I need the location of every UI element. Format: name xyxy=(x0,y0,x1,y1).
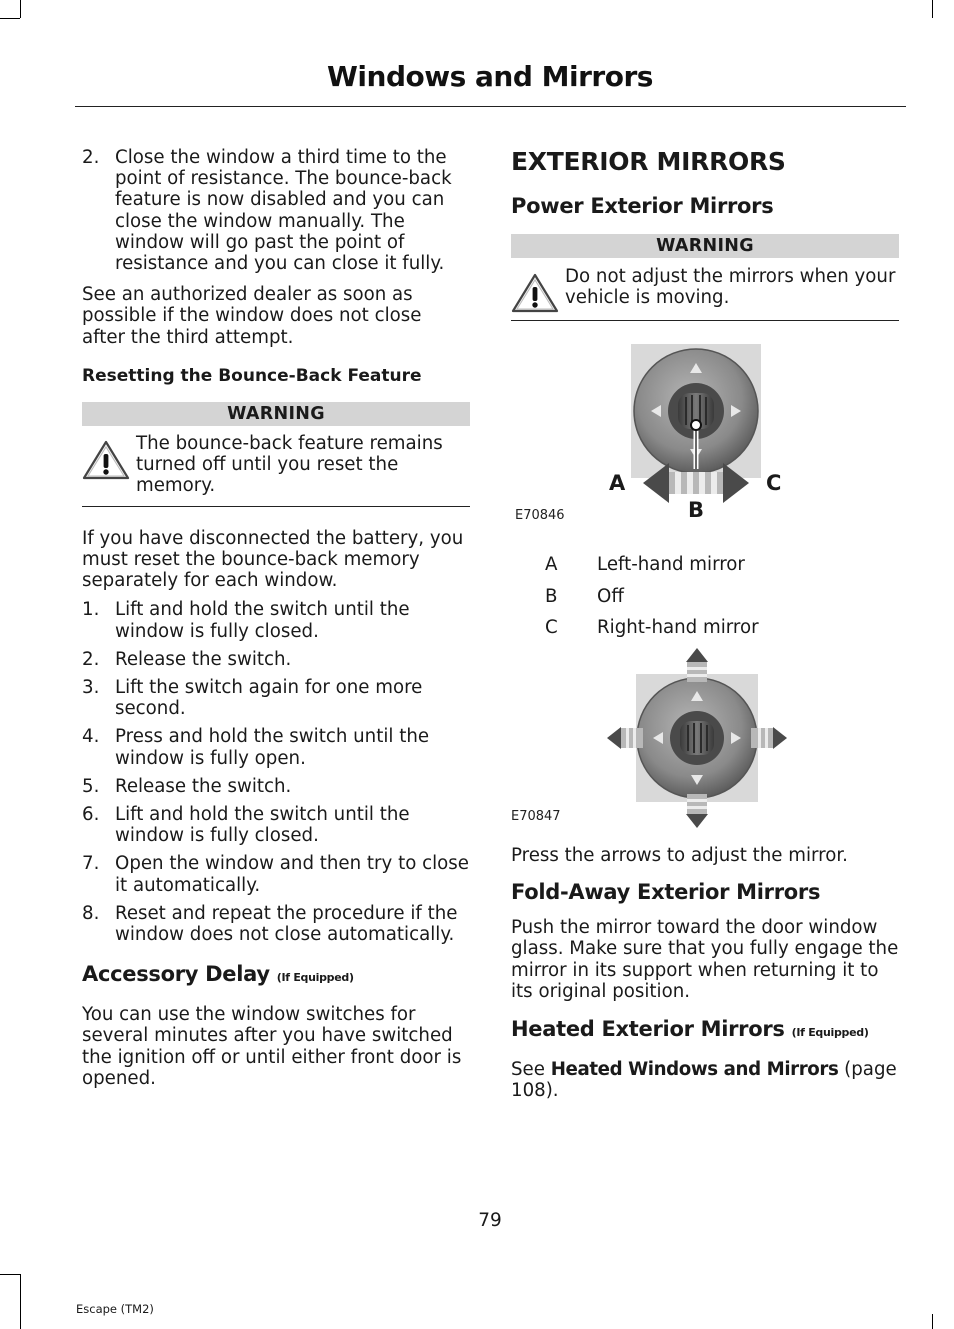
list-item-number: 7. xyxy=(82,853,100,875)
crop-mark xyxy=(20,1274,21,1329)
crop-mark xyxy=(20,0,21,18)
power-mirrors-heading: Power Exterior Mirrors xyxy=(511,194,774,218)
warning-body xyxy=(82,433,470,497)
reference-suffix: (page 108). xyxy=(511,1059,897,1102)
list-item-number: 2. xyxy=(82,147,100,168)
list-item xyxy=(82,599,470,641)
warning-box xyxy=(511,234,899,321)
mirror-selector-figure xyxy=(511,341,899,553)
step-list-continued xyxy=(82,147,470,274)
list-item-text: Lift and hold the switch until the window is fully closed. xyxy=(115,599,410,642)
list-item xyxy=(82,147,470,274)
reset-heading: Resetting the Bounce-Back Feature xyxy=(82,365,422,386)
heated-mirrors-title: Heated Exterior Mirrors xyxy=(511,1017,785,1042)
figure-legend xyxy=(511,554,899,638)
warning-text: The bounce-back feature remains turned off until you reset the memory. xyxy=(136,432,443,497)
list-item-text: Close the window a third time to the point of resistance. The bounce-back feature is now disabled and you can close the window manually. The window will go past the point of resistance and you can close it fully. xyxy=(115,147,452,275)
if-equipped-tag: (If Equipped) xyxy=(276,971,354,985)
crop-mark xyxy=(0,1274,20,1275)
mirror-adjust-figure xyxy=(511,646,899,834)
title-divider xyxy=(75,106,906,107)
warning-triangle-icon xyxy=(82,439,130,481)
page-number: 79 xyxy=(478,1210,502,1231)
accessory-delay-text: You can use the window switches for several minutes after you have switched the ignition off or until either front door is opened. xyxy=(82,1004,462,1089)
legend-key: A xyxy=(545,554,558,576)
accessory-delay-heading xyxy=(82,961,470,991)
list-item-number: 8. xyxy=(82,902,100,924)
list-item-text: Reset and repeat the procedure if the window does not close automatically. xyxy=(115,902,458,946)
callout-label-a: A xyxy=(609,471,626,496)
list-item-number: 6. xyxy=(82,804,100,826)
reset-intro: If you have disconnected the battery, you must reset the bounce-back memory separately for each window. xyxy=(82,527,464,592)
reference-prefix: See xyxy=(511,1059,551,1081)
dealer-note: See an authorized dealer as soon as possible if the window does not close after the third attempt. xyxy=(82,284,422,348)
list-item-number: 4. xyxy=(82,726,100,748)
legend-row xyxy=(511,554,899,575)
list-item-number: 1. xyxy=(82,599,100,621)
adjust-instruction: Press the arrows to adjust the mirror. xyxy=(511,845,848,867)
reset-steps xyxy=(82,599,470,945)
legend-key: B xyxy=(545,585,558,607)
list-item-text: Release the switch. xyxy=(115,648,292,670)
warning-divider xyxy=(511,320,899,321)
warning-divider xyxy=(82,506,470,507)
list-item xyxy=(82,677,470,719)
cross-reference-link: Heated Windows and Mirrors xyxy=(550,1059,839,1081)
legend-value: Left-hand mirror xyxy=(597,554,745,576)
list-item-number: 3. xyxy=(82,677,100,699)
warning-text: Do not adjust the mirrors when your vehicle is moving. xyxy=(565,266,896,309)
list-item-text: Lift and hold the switch until the window is fully closed. xyxy=(115,804,410,847)
figure-id: E70846 xyxy=(515,508,565,524)
legend-row xyxy=(511,586,899,607)
warning-label: WARNING xyxy=(511,234,899,258)
list-item xyxy=(82,903,470,945)
figure-id: E70847 xyxy=(511,809,561,825)
list-item xyxy=(82,649,470,670)
list-item-text: Press and hold the switch until the window is fully open. xyxy=(115,726,430,769)
list-item-number: 2. xyxy=(82,648,100,670)
crop-mark xyxy=(932,0,933,18)
mirror-control-illustration xyxy=(511,341,899,553)
list-item-number: 5. xyxy=(82,775,100,797)
model-label: Escape (TM2) xyxy=(76,1302,154,1316)
mirror-adjust-illustration xyxy=(511,646,899,834)
callout-label-c: C xyxy=(766,471,782,496)
list-item-text: Open the window and then try to close it automatically. xyxy=(115,853,469,896)
fold-away-text: Push the mirror toward the door window glass. Make sure that you fully engage the mirror in its support when returning it to its original position. xyxy=(511,917,899,1002)
crop-mark xyxy=(932,1314,933,1329)
page-title: Windows and Mirrors xyxy=(327,60,653,93)
right-column xyxy=(511,146,899,1101)
crop-mark xyxy=(0,18,20,19)
section-heading: EXTERIOR MIRRORS xyxy=(511,147,786,176)
list-item xyxy=(82,726,470,768)
legend-value: Off xyxy=(597,585,624,607)
warning-box xyxy=(82,402,470,507)
warning-triangle-icon xyxy=(511,272,559,314)
list-item xyxy=(82,804,470,846)
warning-body xyxy=(511,266,899,308)
accessory-delay-title: Accessory Delay xyxy=(82,962,270,987)
heated-mirrors-text xyxy=(511,1059,899,1101)
callout-label-b: B xyxy=(688,498,705,523)
legend-key: C xyxy=(545,616,558,638)
legend-row xyxy=(511,617,899,638)
legend-value: Right-hand mirror xyxy=(597,616,759,638)
heated-mirrors-heading xyxy=(511,1016,899,1046)
list-item-text: Release the switch. xyxy=(115,775,292,797)
list-item xyxy=(82,853,470,895)
list-item xyxy=(82,776,470,797)
list-item-text: Lift the switch again for one more second. xyxy=(115,677,423,720)
if-equipped-tag: (If Equipped) xyxy=(791,1026,869,1040)
warning-label: WARNING xyxy=(82,402,470,426)
fold-away-heading: Fold-Away Exterior Mirrors xyxy=(511,880,821,905)
left-column xyxy=(82,146,470,1089)
